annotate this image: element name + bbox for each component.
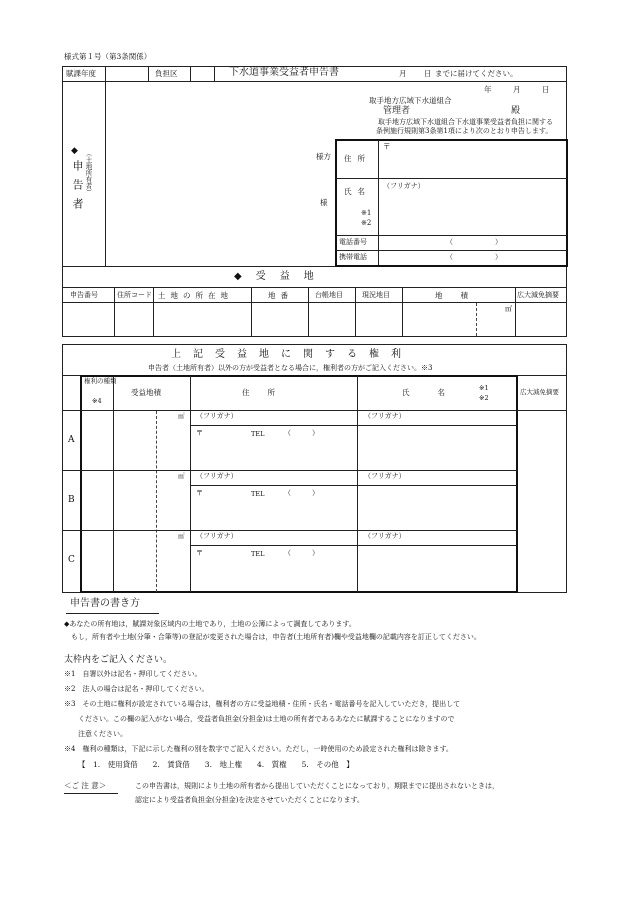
row-b-name-furigana: （フリガナ） [364, 472, 406, 480]
col-exemption: 広大減免摘要 [517, 291, 559, 299]
col-report-number: 申告番号 [70, 291, 98, 299]
row-b-area-field[interactable] [115, 472, 155, 528]
col-address-code: 住所コード [117, 291, 152, 299]
mobile-paren-open: （ [446, 253, 453, 261]
sama: 様 [320, 198, 328, 207]
row-a-postal: 〒 [196, 429, 203, 437]
area-unit: ㎡ [505, 305, 512, 313]
phone-paren-close: ） [495, 238, 502, 246]
row-b-paren-close: ） [312, 489, 319, 497]
address-label: 住所 [344, 154, 371, 163]
mobile-field[interactable] [380, 252, 565, 264]
name-field[interactable] [385, 195, 561, 231]
rights-type-list: 【 1. 使用貸借 2. 賃貸借 3. 地上権 4. 質権 5. その他 】 [78, 760, 354, 769]
col-current-category: 現況地目 [362, 291, 390, 299]
guide-note-3-line-1: ※3 その土地に権利が設定されている場合は，権利者の方に受益地積・住所・氏名・電話番号を記入していただき，提出して [64, 700, 461, 708]
sama-kata: 様方 [316, 152, 331, 161]
row-c-name-furigana: （フリガナ） [364, 532, 406, 540]
row-b-label: B [68, 495, 75, 505]
row-a-label: A [68, 435, 75, 445]
col-right-type-note: ※4 [92, 397, 102, 405]
guide-note-3-line-2: ください。この欄の記入がない場合，受益者負担金(分担金)は土地の所有者であるあなたに賦課することになりますので [78, 715, 455, 723]
phone-paren-open: （ [446, 238, 453, 246]
diamond-icon: ◆ [71, 146, 78, 156]
guide-note-2: ※2 法人の場合は記名・押印してください。 [64, 685, 209, 693]
col-ledger-category: 台帳地目 [315, 291, 343, 299]
deadline-text: までに届けてください。 [435, 69, 518, 78]
row-b-name-field[interactable] [360, 487, 516, 528]
caution-line-1: この申告書は，規則により土地の所有者から提出していただくことになっており，期限までに提出されないときは， [135, 782, 499, 790]
header-day: 日 [424, 69, 432, 78]
row-c-address-field[interactable] [193, 560, 355, 590]
name-label: 氏名 [344, 187, 371, 196]
guide-note-1: ※1 自署以外は記名・押印してください。 [64, 670, 202, 678]
mobile-paren-close: ） [495, 253, 502, 261]
col-rights-note-2: ※2 [479, 394, 489, 402]
row-a-area-field[interactable] [115, 412, 155, 468]
name-furigana: （フリガナ） [383, 182, 425, 190]
honorific: 殿 [511, 106, 521, 116]
phone-label: 電話番号 [339, 238, 367, 246]
header-month: 月 [399, 69, 407, 78]
name-note-1: ※1 [361, 209, 372, 217]
row-a-paren-close: ） [312, 429, 319, 437]
guide-paragraph-1: ◆あなたの所有地は，賦課対象区域内の土地であり，土地の公簿によって調査してあります。 [64, 620, 356, 628]
row-a-address-furigana: （フリガナ） [196, 412, 238, 420]
union-name: 取手地方広域下水道組合 [369, 96, 452, 105]
row-a-unit: ㎡ [178, 412, 185, 420]
row-c-paren-open: （ [284, 549, 291, 557]
row-b-postal: 〒 [196, 489, 203, 497]
row-c-area-field[interactable] [115, 532, 155, 590]
row-c-address-furigana: （フリガナ） [196, 532, 238, 540]
row-c-postal: 〒 [196, 549, 203, 557]
address-postal: 〒 [383, 142, 391, 151]
levy-year-label: 賦課年度 [66, 69, 96, 78]
manager-label: 管理者 [383, 106, 411, 116]
row-b-address-furigana: （フリガナ） [196, 472, 238, 480]
date-year: 年 [484, 85, 492, 94]
row-a-name-furigana: （フリガナ） [364, 412, 406, 420]
form-number: 様式第１号（第3条関係） [64, 52, 152, 61]
row-b-unit: ㎡ [178, 472, 185, 480]
row-c-name-field[interactable] [360, 547, 516, 590]
caution-label: ＜ご 注 意＞ [64, 781, 107, 790]
date-day: 日 [542, 85, 550, 94]
guide-title: 申告書の書き方 [70, 598, 140, 609]
row-c-unit: ㎡ [178, 532, 185, 540]
caution-line-2: 認定により受益者負担金(分担金)を決定させていただくことになります。 [135, 796, 364, 804]
phone-field[interactable] [380, 237, 565, 249]
row-c-label: C [68, 555, 75, 565]
guide-note-4: ※4 権利の種類は，下記に示した権利の別を数字でご記入ください。ただし，一時使用のため設定された権利は除きます。 [64, 745, 453, 753]
row-a-tel: TEL [251, 430, 265, 438]
col-right-type: 権利の種類 [84, 377, 117, 385]
col-location: 土地の所在地 [158, 291, 233, 300]
guide-paragraph-2: もし，所有者や土地(分筆・合筆等)の登記が変更された場合は，申告者(土地所有者)欄や受益地欄の記載内容を訂正してください。 [71, 633, 481, 641]
rights-subtitle: 申告者（土地所有者）以外の方が受益者となる場合に，権利者の方がご記入ください。※3 [148, 364, 433, 372]
form-title: 下水道事業受益者申告書 [229, 67, 339, 78]
statement-line-2: 条例施行規則第3条第1項により次のとおり申告します。 [376, 127, 553, 135]
col-area: 地積 [435, 291, 486, 300]
burden-area-label: 負担区 [155, 69, 178, 78]
mobile-label: 携帯電話 [339, 253, 367, 261]
row-a-name-field[interactable] [360, 427, 516, 468]
name-note-2: ※2 [361, 219, 372, 227]
row-c-paren-close: ） [312, 549, 319, 557]
col-rights-note-1: ※1 [479, 384, 489, 392]
row-a-paren-open: （ [284, 429, 291, 437]
row-c-tel: TEL [251, 550, 265, 558]
rights-title: 上記受益地に関する権利 [171, 349, 413, 360]
col-lot-number: 地番 [268, 291, 293, 300]
col-rights-address: 住所 [242, 388, 293, 397]
declarant-label: 申告者 [71, 160, 84, 217]
col-rights-exemption: 広大減免摘要 [520, 388, 559, 396]
row-b-paren-open: （ [284, 489, 291, 497]
land-section-title: ◆受益地 [234, 271, 328, 282]
row-a-address-field[interactable] [193, 440, 355, 468]
col-benefit-area: 受益地積 [131, 388, 161, 397]
col-rights-name: 氏名 [402, 388, 473, 397]
row-b-address-field[interactable] [193, 500, 355, 528]
row-b-tel: TEL [251, 490, 265, 498]
guide-heading: 太枠内をご記入ください。 [64, 655, 173, 665]
declarant-sub: （土地所有者） [84, 150, 93, 196]
date-month: 月 [513, 85, 521, 94]
address-field[interactable] [385, 152, 561, 172]
guide-note-3-line-3: 注意ください。 [78, 730, 127, 738]
statement-line-1: 取手地方広域下水道組合下水道事業受益者負担に関する [378, 118, 553, 126]
